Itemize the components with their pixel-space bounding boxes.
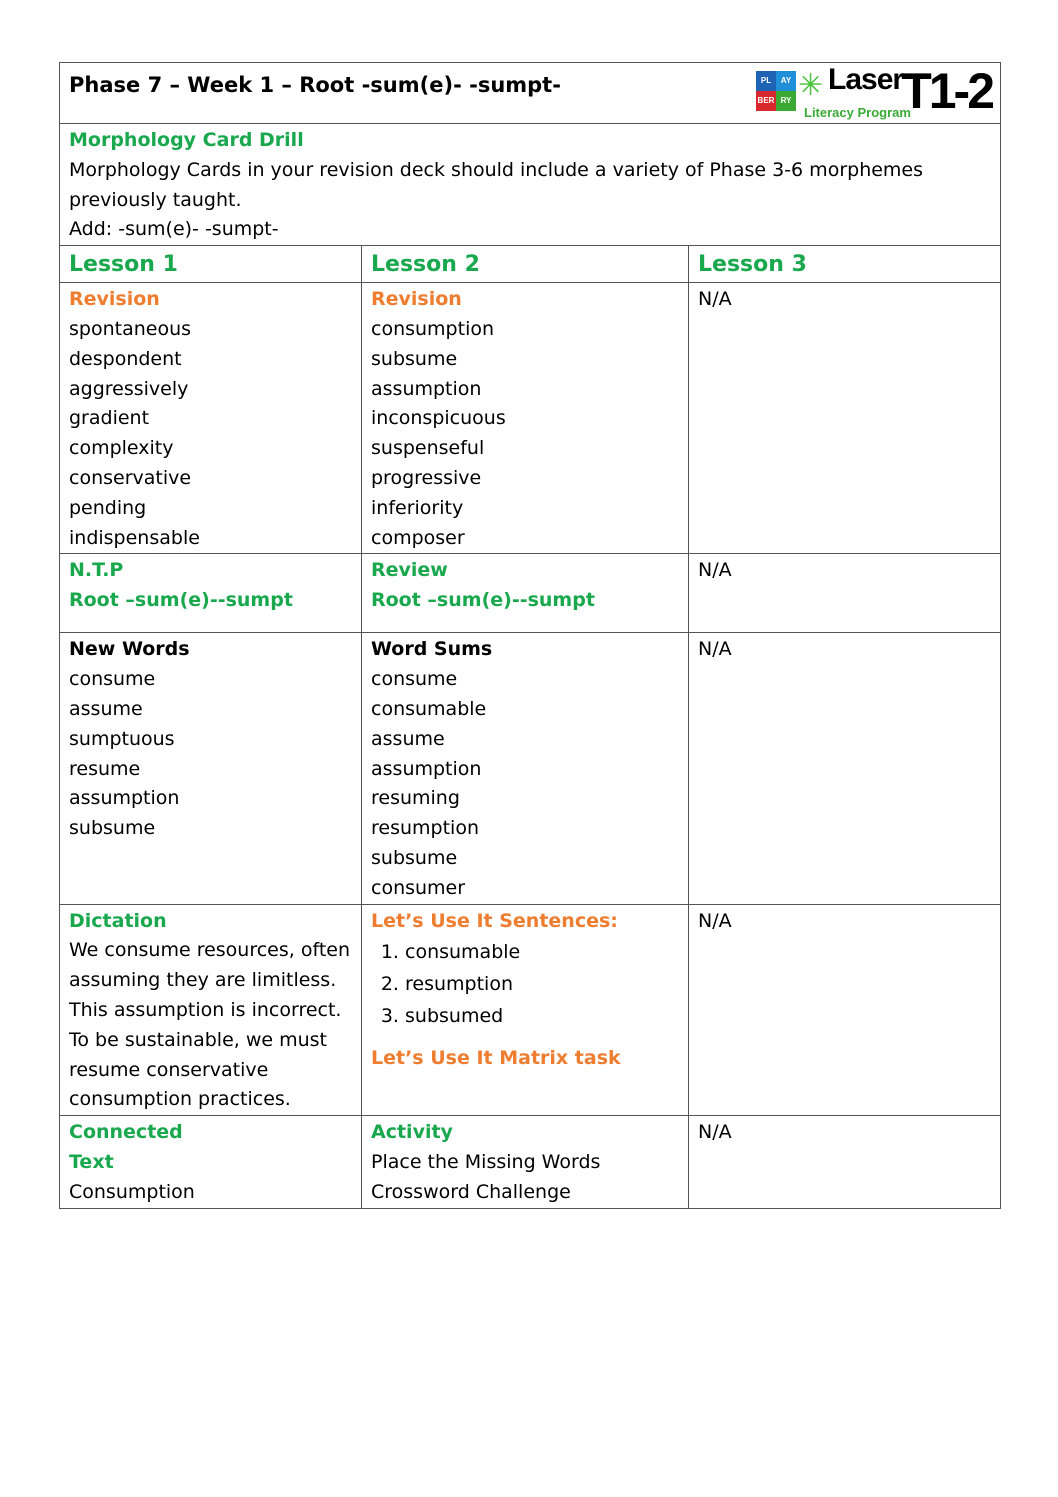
review-heading: Review <box>371 559 448 582</box>
lesson-3-ntp: N/A <box>689 554 1001 633</box>
word-item: gradient <box>69 407 150 430</box>
word-item: consumer <box>371 876 466 899</box>
word-item: subsume <box>69 817 156 840</box>
lesson-1-revision <box>60 283 362 554</box>
word-item: resume <box>69 757 141 780</box>
ntp-row <box>60 554 1001 633</box>
logo-brand: Laser <box>828 63 904 96</box>
word-item: aggressively <box>69 377 189 400</box>
lesson-2-activity <box>362 1116 689 1208</box>
lesson-1-connected-text <box>60 1116 362 1208</box>
connected-text-title: Consumption <box>69 1180 195 1203</box>
word-item: suspenseful <box>371 437 485 460</box>
word-item: spontaneous <box>69 317 192 340</box>
ntp-root: Root –sum(e)--sumpt <box>69 589 293 612</box>
word-item: assume <box>69 697 143 720</box>
sentence-item: 2. resumption <box>405 968 679 1000</box>
header-cell <box>60 63 1001 124</box>
word-item: pending <box>69 496 147 519</box>
lesson-plan-table <box>59 62 1001 1209</box>
laser-logo <box>756 63 992 120</box>
puzzle-piece: AY <box>776 71 796 91</box>
lesson-2-word-sums <box>362 633 689 904</box>
sentence-list <box>371 936 679 1032</box>
word-item: assumption <box>371 757 482 780</box>
word-item: consumption <box>371 317 495 340</box>
word-item: composer <box>371 526 465 549</box>
revision-row <box>60 283 1001 554</box>
ntp-heading: N.T.P <box>69 559 124 582</box>
drill-heading: Morphology Card Drill <box>69 129 304 151</box>
lesson-3-words: N/A <box>689 633 1001 904</box>
lesson-header-row <box>60 246 1001 283</box>
lesson-3-revision: N/A <box>689 283 1001 554</box>
drill-cell <box>60 124 1001 246</box>
word-item: consume <box>69 668 156 691</box>
word-item: despondent <box>69 347 182 370</box>
word-item: subsume <box>371 347 458 370</box>
puzzle-piece: RY <box>776 91 796 111</box>
spacer <box>371 1032 679 1044</box>
revision-heading: Revision <box>69 288 160 311</box>
lesson-2-header: Lesson 2 <box>362 246 689 283</box>
word-item: assumption <box>371 377 482 400</box>
word-item: consume <box>371 668 458 691</box>
word-item: complexity <box>69 437 174 460</box>
word-item: resuming <box>371 787 460 810</box>
activity-item: Place the Missing Words <box>371 1150 601 1173</box>
word-sums-heading: Word Sums <box>371 638 493 661</box>
revision-heading: Revision <box>371 288 462 311</box>
puzzle-piece: BER <box>756 91 776 111</box>
lesson-2-sentences <box>362 904 689 1116</box>
word-item: inconspicuous <box>371 407 506 430</box>
words-row <box>60 633 1001 904</box>
sentence-item: 1. consumable <box>405 936 679 968</box>
lesson-2-review <box>362 554 689 633</box>
connected-text-heading: Connected Text <box>69 1121 183 1173</box>
drill-row <box>60 124 1001 246</box>
laser-burst-icon: ✳ <box>798 68 824 103</box>
word-item: sumptuous <box>69 727 175 750</box>
word-item: assumption <box>69 787 180 810</box>
lesson-1-dictation <box>60 904 362 1116</box>
new-words-heading: New Words <box>69 638 190 661</box>
dictation-row <box>60 904 1001 1116</box>
review-root: Root –sum(e)--sumpt <box>371 589 595 612</box>
word-item: assume <box>371 727 445 750</box>
word-item: inferiority <box>371 496 464 519</box>
connected-row <box>60 1116 1001 1208</box>
dictation-text: We consume resources, often assuming they are limitless. This assumption is incorrect. To be sustainable, we must resume conservative consumption practices. <box>69 939 351 1111</box>
word-item: consumable <box>371 697 487 720</box>
page-title: Phase 7 – Week 1 – Root -sum(e)- -sumpt- <box>69 73 561 97</box>
header-row <box>60 63 1001 124</box>
logo-badge: T1-2 <box>901 63 992 119</box>
logo-subtitle: Literacy Program <box>804 105 911 120</box>
word-item: progressive <box>371 466 482 489</box>
word-item: conservative <box>69 466 192 489</box>
word-item: indispensable <box>69 526 200 549</box>
lesson-plan-document <box>59 62 1000 1209</box>
lesson-1-new-words <box>60 633 362 904</box>
sentence-item: 3. subsumed <box>405 1000 679 1032</box>
lesson-3-connected: N/A <box>689 1116 1001 1208</box>
drill-text: Morphology Cards in your revision deck should include a variety of Phase 3-6 morphemes previously taught. <box>69 158 924 211</box>
word-item: subsume <box>371 846 458 869</box>
lesson-3-header: Lesson 3 <box>689 246 1001 283</box>
puzzle-icon <box>756 71 796 111</box>
matrix-task-heading: Let’s Use It Matrix task <box>371 1047 621 1070</box>
sentences-heading: Let’s Use It Sentences: <box>371 909 618 932</box>
dictation-heading: Dictation <box>69 909 167 932</box>
activity-item: Crossword Challenge <box>371 1180 571 1203</box>
puzzle-piece: PL <box>756 71 776 91</box>
lesson-1-header: Lesson 1 <box>60 246 362 283</box>
lesson-1-ntp <box>60 554 362 633</box>
word-item: resumption <box>371 817 479 840</box>
lesson-2-revision <box>362 283 689 554</box>
activity-heading: Activity <box>371 1121 453 1144</box>
drill-add: Add: -sum(e)- -sumpt- <box>69 218 279 241</box>
lesson-3-dictation: N/A <box>689 904 1001 1116</box>
